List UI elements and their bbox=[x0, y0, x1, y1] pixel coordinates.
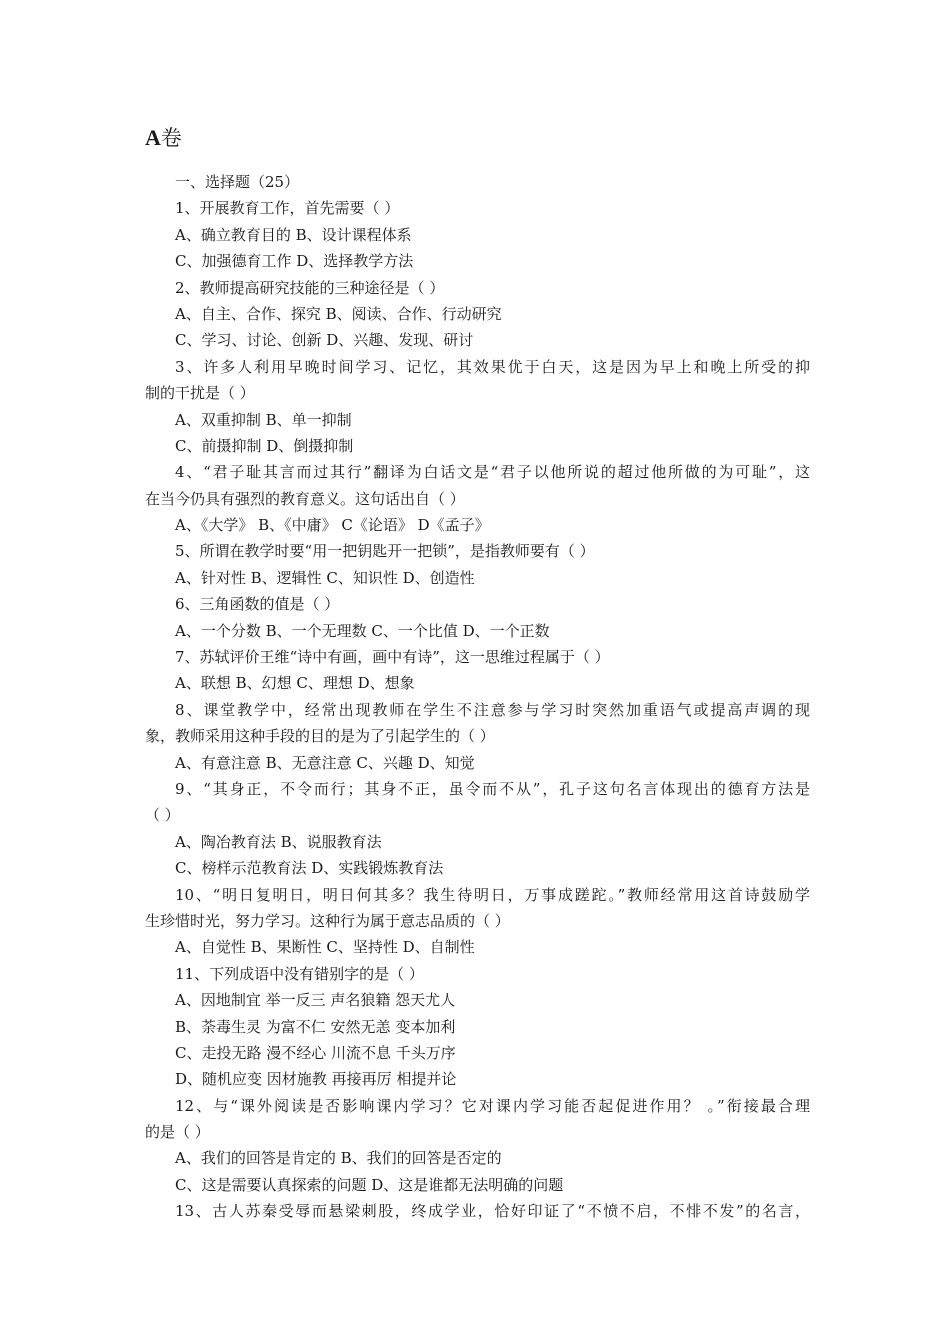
text-line: 7、苏轼评价王维“诗中有画，画中有诗”，这一思维过程属于（ ） bbox=[175, 648, 610, 667]
page-title bbox=[145, 124, 182, 152]
text-line: A、因地制宜 举一反三 声名狼籍 怨天尤人 bbox=[175, 991, 456, 1010]
text-line: D、随机应变 因材施教 再接再厉 相提并论 bbox=[175, 1070, 457, 1089]
title-rest: 卷 bbox=[160, 126, 182, 150]
text-line: 12、与“课外阅读是否影响课内学习？它对课内学习能否起促进作用？ 。”衔接最合理 bbox=[175, 1096, 810, 1115]
text-line: A、《大学》 B、《中庸》 C《论语》 D《孟子》 bbox=[175, 516, 490, 535]
document-body bbox=[145, 169, 810, 1225]
text-line: 一、选择题（25） bbox=[175, 173, 300, 191]
text-line: 8、课堂教学中，经常出现教师在学生不注意参与学习时突然加重语气或提高声调的现 bbox=[175, 700, 810, 719]
text-line: 11、下列成语中没有错别字的是（ ） bbox=[175, 964, 424, 983]
text-line: 2、教师提高研究技能的三种途径是（ ） bbox=[175, 278, 445, 297]
text-line: A、陶冶教育法 B、说服教育法 bbox=[175, 832, 382, 851]
text-line: 制的干扰是（ ） bbox=[145, 384, 255, 403]
text-line: 3、许多人利用早晚时间学习、记忆，其效果优于白天，这是因为早上和晚上所受的抑 bbox=[175, 357, 810, 376]
text-line: 13、古人苏秦受辱而悬梁刺股，终成学业，恰好印证了“不愤不启，不悱不发”的名言， bbox=[175, 1202, 810, 1221]
text-line: A、自主、合作、探究 B、阅读、合作、行动研究 bbox=[175, 304, 502, 323]
text-line: 6、三角函数的值是（ ） bbox=[175, 595, 340, 614]
title-letter: A bbox=[145, 125, 161, 150]
text-line: C、加强德育工作 D、选择教学方法 bbox=[175, 252, 414, 271]
text-line: A、自觉性 B、果断性 C、坚持性 D、自制性 bbox=[175, 938, 475, 957]
text-line: A、确立教育目的 B、设计课程体系 bbox=[175, 225, 412, 244]
text-line: C、这是需要认真探索的问题 D、这是谁都无法明确的问题 bbox=[175, 1175, 564, 1194]
text-line: A、一个分数 B、一个无理数 C、一个比值 D、一个正数 bbox=[175, 621, 550, 640]
text-line: C、前摄抑制 D、倒摄抑制 bbox=[175, 436, 354, 455]
text-line: （ ） bbox=[145, 806, 180, 825]
text-line: 生珍惜时光，努力学习。这种行为属于意志品质的（ ） bbox=[145, 911, 510, 930]
text-line: 象，教师采用这种手段的目的是为了引起学生的（ ） bbox=[145, 727, 495, 746]
text-line: 的是（ ） bbox=[145, 1123, 210, 1142]
text-line: C、学习、讨论、创新 D、兴趣、发现、研讨 bbox=[175, 331, 474, 350]
text-line: 9、“其身正，不令而行；其身不正，虽令而不从”，孔子这句名言体现出的德育方法是 bbox=[175, 779, 810, 798]
text-line: C、走投无路 漫不经心 川流不息 千头万序 bbox=[175, 1043, 456, 1062]
text-line: 4、“君子耻其言而过其行”翻译为白话文是“君子以他所说的超过他所做的为可耻”，这 bbox=[175, 463, 810, 482]
text-line: A、双重抑制 B、单一抑制 bbox=[175, 410, 352, 429]
text-line: B、荼毒生灵 为富不仁 安然无恙 变本加利 bbox=[175, 1017, 456, 1036]
text-line: A、针对性 B、逻辑性 C、知识性 D、创造性 bbox=[175, 568, 475, 587]
text-line: A、我们的回答是肯定的 B、我们的回答是否定的 bbox=[175, 1149, 502, 1168]
text-line: 1、开展教育工作，首先需要（ ） bbox=[175, 199, 400, 218]
text-line: C、榜样示范教育法 D、实践锻炼教育法 bbox=[175, 859, 444, 878]
text-line: 在当今仍具有强烈的教育意义。这句话出自（ ） bbox=[145, 489, 465, 508]
text-line: 5、所谓在教学时要“用一把钥匙开一把锁”，是指教师要有（ ） bbox=[175, 542, 595, 561]
text-line: A、有意注意 B、无意注意 C、兴趣 D、知觉 bbox=[175, 753, 475, 772]
text-line: 10、“明日复明日，明日何其多？我生待明日，万事成蹉跎。”教师经常用这首诗鼓励学 bbox=[175, 885, 810, 904]
text-line: A、联想 B、幻想 C、理想 D、想象 bbox=[175, 674, 415, 693]
